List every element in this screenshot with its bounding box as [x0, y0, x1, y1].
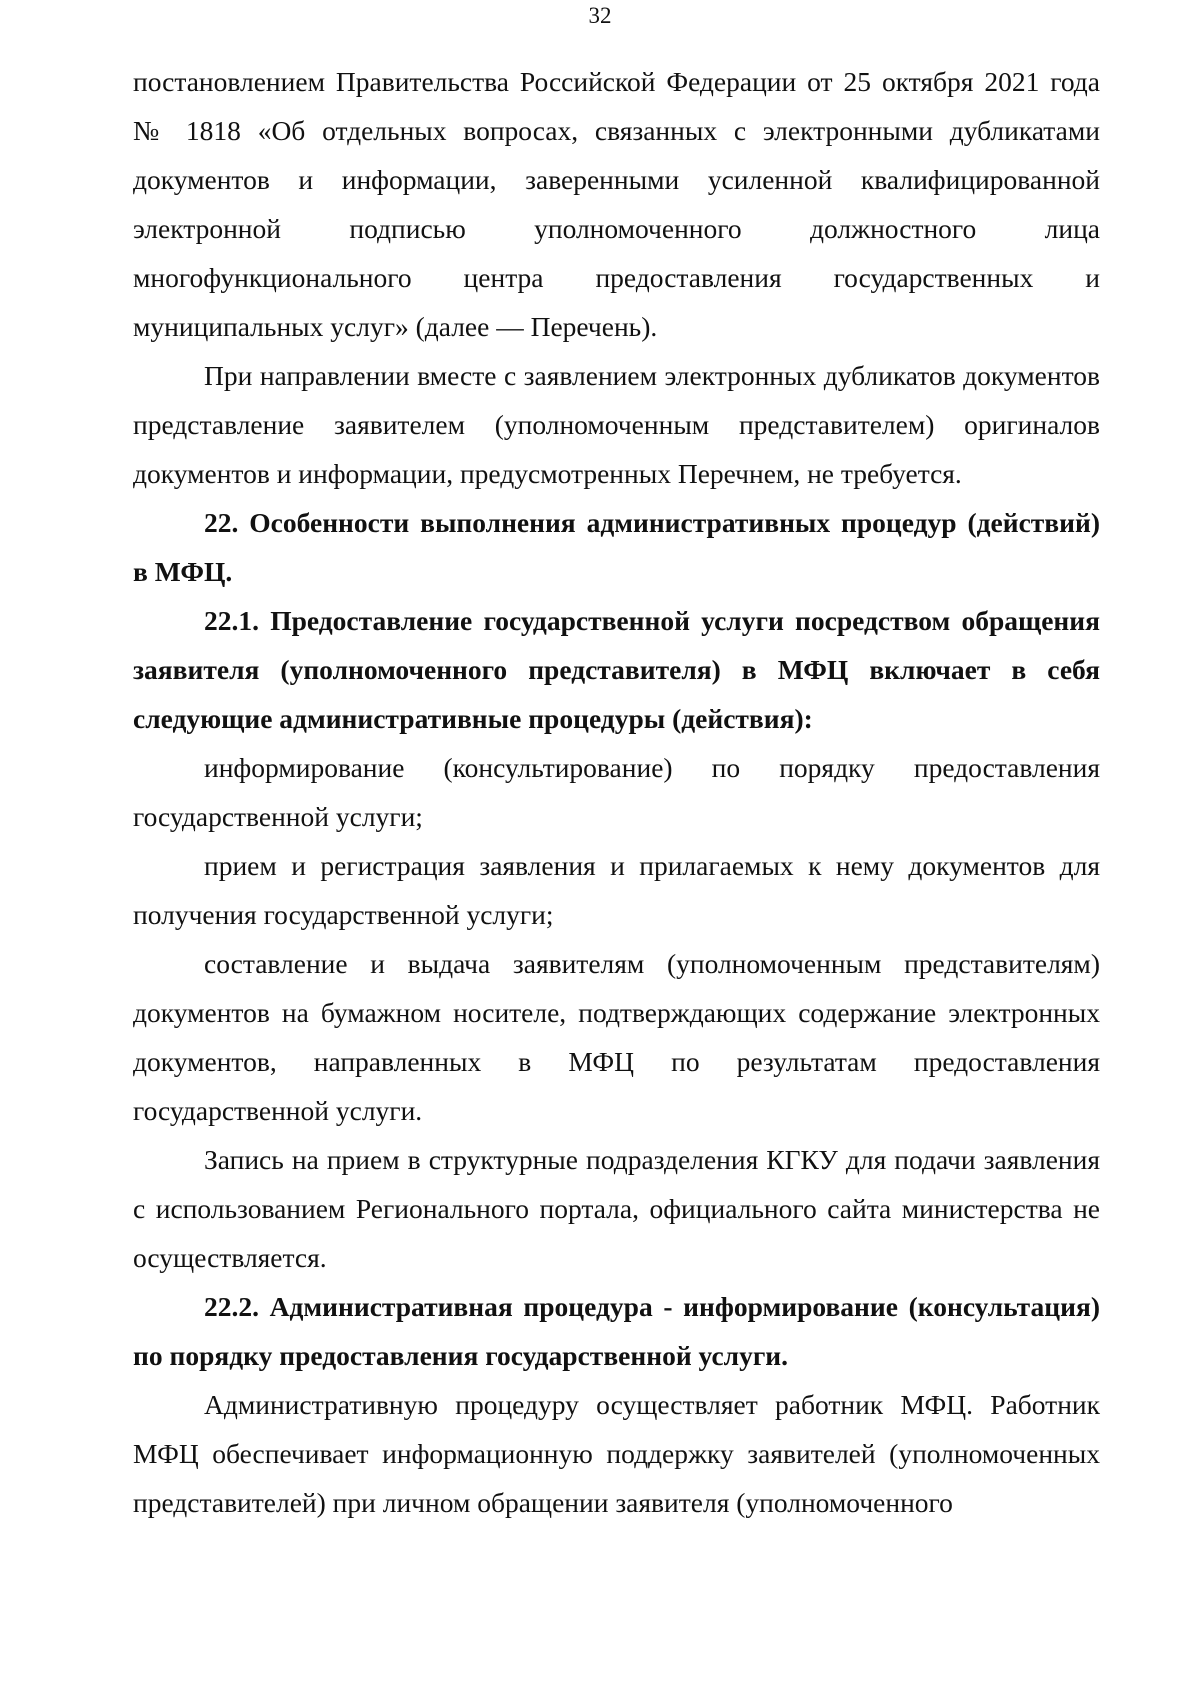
subsection-heading-22-1: 22.1. Предоставление государственной услуги посредством обращения заявителя (уполномоченного представителя) в МФЦ включает в себя следующие административные процедуры (действия): [133, 605, 1100, 734]
paragraph-appointment: Запись на прием в структурные подразделения КГКУ для подачи заявления с использованием Регионального портала, официального сайта министерства не осуществляется. [133, 1144, 1100, 1273]
procedure-item-issuance: составление и выдача заявителям (уполномоченным представителям) документов на бумажном носителе, подтверждающих содержание электронных документов, направленных в МФЦ по результатам предоставления государственной услуги. [133, 948, 1100, 1126]
procedure-item-informing: информирование (консультирование) по порядку предоставления государственной услуги; [133, 752, 1100, 832]
document-body [133, 57, 1100, 1527]
paragraph-list-reference: постановлением Правительства Российской Федерации от 25 октября 2021 года № 1818 «Об отдельных вопросах, связанных с электронными дубликатами документов и информации, заверенными усиленной квалифицированной электронной подписью уполномоченного должностного лица многофункционального центра предоставления государственных и муниципальных услуг» (далее — Перечень). [133, 66, 1100, 342]
paragraph-duplicates: При направлении вместе с заявлением электронных дубликатов документов представление заявителем (уполномоченным представителем) оригиналов документов и информации, предусмотренных Перечнем, не требуется. [133, 360, 1100, 489]
paragraph-mfc-worker: Административную процедуру осуществляет работник МФЦ. Работник МФЦ обеспечивает информационную поддержку заявителей (уполномоченных представителей) при личном обращении заявителя (уполномоченного [133, 1389, 1100, 1518]
procedure-item-reception: прием и регистрация заявления и прилагаемых к нему документов для получения государственной услуги; [133, 850, 1100, 930]
page-number: 32 [588, 3, 612, 28]
section-heading-22: 22. Особенности выполнения административных процедур (действий) в МФЦ. [133, 507, 1100, 587]
subsection-heading-22-2: 22.2. Административная процедура - информирование (консультация) по порядку предоставления государственной услуги. [133, 1291, 1100, 1371]
